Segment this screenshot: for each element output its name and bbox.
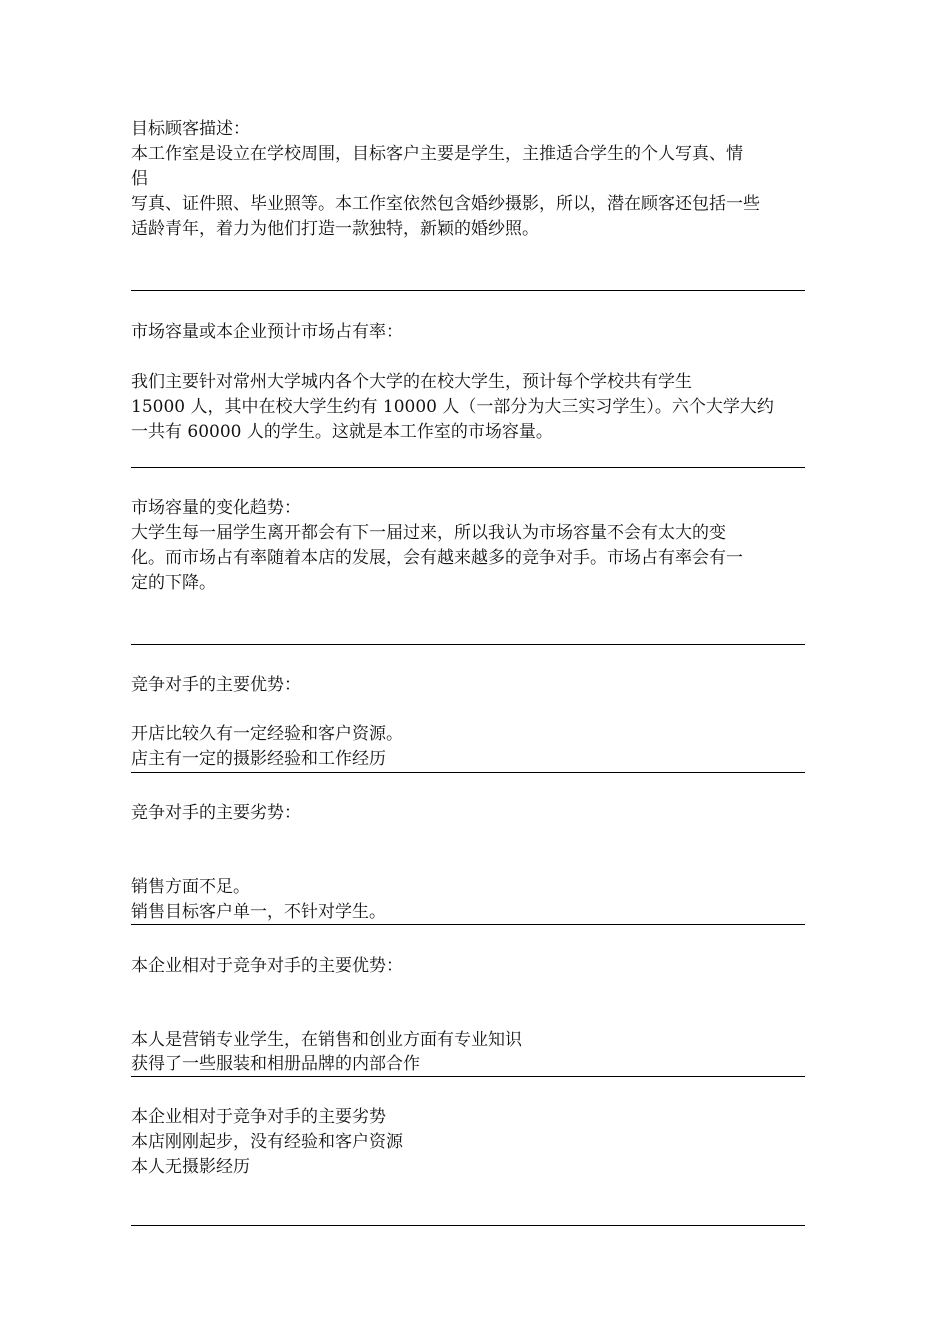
paragraph-line: 适龄青年，着力为他们打造一款独特，新颖的婚纱照。: [131, 219, 539, 239]
paragraph-line: 定的下降。: [131, 573, 216, 593]
paragraph-line: 本人是营销专业学生，在销售和创业方面有专业知识: [131, 1030, 522, 1050]
section-divider: [131, 924, 805, 925]
section-divider: [131, 290, 805, 291]
paragraph-line: 销售方面不足。: [131, 877, 250, 897]
paragraph-line: 侣: [131, 169, 148, 189]
paragraph-line: 获得了一些服装和相册品牌的内部合作: [131, 1054, 420, 1074]
paragraph-line: 化。而市场占有率随着本店的发展，会有越来越多的竞争对手。市场占有率会有一: [131, 548, 743, 568]
section-heading-own-strengths: 本企业相对于竞争对手的主要优势：: [131, 956, 403, 976]
paragraph-line: 开店比较久有一定经验和客户资源。: [131, 724, 403, 744]
paragraph-line: 一共有 60000 人的学生。这就是本工作室的市场容量。: [131, 422, 553, 442]
section-heading-market-capacity: 市场容量或本企业预计市场占有率：: [131, 322, 403, 342]
section-heading-competitor-strengths: 竞争对手的主要优势：: [131, 675, 301, 695]
paragraph-line: 大学生每一届学生离开都会有下一届过来，所以我认为市场容量不会有太大的变: [131, 523, 726, 543]
section-divider: [131, 772, 805, 773]
paragraph-line: 写真、证件照、毕业照等。本工作室依然包含婚纱摄影，所以，潜在顾客还包括一些: [131, 194, 760, 214]
paragraph-line: 店主有一定的摄影经验和工作经历: [131, 749, 386, 769]
paragraph-line: 本人无摄影经历: [131, 1157, 250, 1177]
paragraph-line: 我们主要针对常州大学城内各个大学的在校大学生，预计每个学校共有学生: [131, 372, 692, 392]
paragraph-line: 本工作室是设立在学校周围，目标客户主要是学生，主推适合学生的个人写真、情: [131, 144, 743, 164]
section-heading-market-trend: 市场容量的变化趋势：: [131, 498, 301, 518]
section-divider: [131, 1076, 805, 1077]
paragraph-line: 本店刚刚起步，没有经验和客户资源: [131, 1132, 403, 1152]
section-divider: [131, 1225, 805, 1226]
section-divider: [131, 644, 805, 645]
paragraph-line: 销售目标客户单一，不针对学生。: [131, 902, 386, 922]
paragraph-line: 15000 人，其中在校大学生约有 10000 人（一部分为大三实习学生）。六个大学大约: [131, 397, 774, 417]
section-heading-competitor-weaknesses: 竞争对手的主要劣势：: [131, 803, 301, 823]
section-heading-own-weaknesses: 本企业相对于竞争对手的主要劣势: [131, 1107, 386, 1127]
section-divider: [131, 467, 805, 468]
section-heading-target-customers: 目标顾客描述：: [131, 119, 250, 139]
